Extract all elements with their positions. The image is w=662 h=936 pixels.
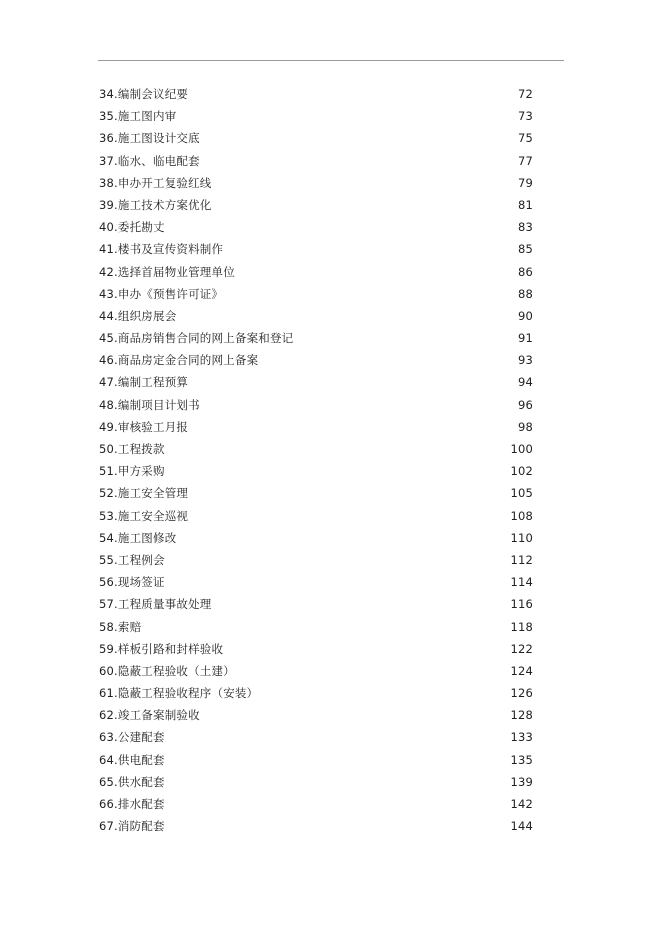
toc-entry[interactable] <box>99 83 533 105</box>
toc-entry-title: 65.供水配套 <box>99 774 165 789</box>
toc-entry-title: 54.施工图修改 <box>99 530 177 545</box>
toc-entry-title: 53.施工安全巡视 <box>99 508 189 523</box>
toc-entry[interactable] <box>99 527 533 549</box>
toc-entry-title: 48.编制项目计划书 <box>99 397 200 412</box>
toc-entry-page-number: 100 <box>510 442 533 456</box>
toc-entry-page-number: 83 <box>517 220 533 235</box>
toc-entry-page-number: 81 <box>517 197 533 212</box>
toc-entry[interactable] <box>99 549 533 571</box>
toc-entry-title: 67.消防配套 <box>99 819 165 834</box>
toc-entry-title: 58.索赔 <box>99 619 142 634</box>
toc-entry[interactable] <box>99 172 533 194</box>
toc-entry-page-number: 135 <box>510 752 533 767</box>
toc-entry-page-number: 96 <box>517 397 533 412</box>
toc-entry[interactable] <box>99 327 533 349</box>
toc-entry-page-number: 144 <box>510 819 533 834</box>
toc-entry-page-number: 88 <box>517 286 533 301</box>
toc-entry-title: 37.临水、临电配套 <box>99 153 200 168</box>
toc-entry[interactable] <box>99 726 533 748</box>
toc-entry-title: 64.供电配套 <box>99 752 165 767</box>
toc-entry[interactable] <box>99 749 533 771</box>
toc-entry[interactable] <box>99 105 533 127</box>
toc-entry-page-number: 139 <box>510 774 533 789</box>
toc-entry[interactable] <box>99 815 533 837</box>
toc-entry-page-number: 114 <box>510 575 533 590</box>
toc-entry-title: 52.施工安全管理 <box>99 486 189 501</box>
toc-entry-title: 46.商品房定金合同的网上备案 <box>99 353 259 368</box>
toc-entry-page-number: 72 <box>517 87 533 101</box>
toc-entry[interactable] <box>99 771 533 793</box>
toc-entry-title: 41.楼书及宣传资料制作 <box>99 242 224 257</box>
toc-entry-page-number: 122 <box>510 641 533 656</box>
toc-entry-title: 51.甲方采购 <box>99 464 165 479</box>
toc-entry[interactable] <box>99 482 533 504</box>
toc-entry-title: 36.施工图设计交底 <box>99 131 200 146</box>
toc-entry[interactable] <box>99 216 533 238</box>
toc-entry[interactable] <box>99 127 533 149</box>
toc-entry-title: 49.审核验工月报 <box>99 419 189 434</box>
toc-entry[interactable] <box>99 593 533 615</box>
toc-entry[interactable] <box>99 371 533 393</box>
toc-entry-page-number: 102 <box>510 464 533 479</box>
table-of-contents <box>99 83 533 837</box>
toc-entry-title: 55.工程例会 <box>99 552 165 567</box>
toc-entry-page-number: 77 <box>517 153 533 168</box>
toc-entry-page-number: 91 <box>517 331 533 346</box>
toc-entry-title: 38.申办开工复验红线 <box>99 175 212 190</box>
toc-entry[interactable] <box>99 438 533 460</box>
toc-entry[interactable] <box>99 616 533 638</box>
toc-entry-page-number: 118 <box>510 619 533 634</box>
toc-entry-title: 34.编制会议纪要 <box>99 87 189 101</box>
toc-entry[interactable] <box>99 194 533 216</box>
toc-entry-page-number: 90 <box>517 308 533 323</box>
toc-entry[interactable] <box>99 793 533 815</box>
toc-entry-page-number: 98 <box>517 419 533 434</box>
toc-entry-title: 61.隐蔽工程验收程序（安装） <box>99 686 259 701</box>
toc-entry-page-number: 142 <box>510 797 533 811</box>
toc-entry[interactable] <box>99 305 533 327</box>
toc-entry[interactable] <box>99 682 533 704</box>
toc-entry-title: 66.排水配套 <box>99 797 165 811</box>
toc-entry-page-number: 79 <box>517 175 533 190</box>
toc-entry-title: 63.公建配套 <box>99 730 165 745</box>
toc-entry[interactable] <box>99 150 533 172</box>
toc-entry-title: 47.编制工程预算 <box>99 375 189 390</box>
toc-entry[interactable] <box>99 660 533 682</box>
toc-entry[interactable] <box>99 349 533 371</box>
toc-entry-page-number: 75 <box>517 131 533 146</box>
toc-entry-title: 57.工程质量事故处理 <box>99 597 212 612</box>
toc-entry[interactable] <box>99 394 533 416</box>
toc-entry-title: 50.工程拨款 <box>99 442 165 456</box>
toc-entry-page-number: 128 <box>510 708 533 723</box>
toc-entry-title: 60.隐蔽工程验收（土建） <box>99 663 235 678</box>
toc-entry-title: 39.施工技术方案优化 <box>99 197 212 212</box>
toc-entry[interactable] <box>99 416 533 438</box>
header-divider <box>98 60 564 61</box>
toc-entry-page-number: 93 <box>517 353 533 368</box>
toc-entry-page-number: 105 <box>510 486 533 501</box>
toc-entry-title: 56.现场签证 <box>99 575 165 590</box>
toc-entry-page-number: 108 <box>510 508 533 523</box>
toc-entry-title: 43.申办《预售许可证》 <box>99 286 224 301</box>
toc-entry[interactable] <box>99 261 533 283</box>
toc-entry[interactable] <box>99 238 533 260</box>
toc-entry-page-number: 86 <box>517 264 533 279</box>
toc-entry-title: 62.竣工备案制验收 <box>99 708 200 723</box>
toc-entry-page-number: 73 <box>517 109 533 124</box>
toc-entry-page-number: 133 <box>510 730 533 745</box>
toc-entry-page-number: 116 <box>510 597 533 612</box>
toc-entry-page-number: 124 <box>510 663 533 678</box>
toc-entry[interactable] <box>99 638 533 660</box>
toc-entry-page-number: 110 <box>510 530 533 545</box>
toc-entry-page-number: 94 <box>517 375 533 390</box>
toc-entry-title: 45.商品房销售合同的网上备案和登记 <box>99 331 294 346</box>
toc-entry-title: 35.施工图内审 <box>99 109 177 124</box>
toc-entry[interactable] <box>99 704 533 726</box>
toc-entry-page-number: 85 <box>517 242 533 257</box>
toc-entry-title: 44.组织房展会 <box>99 308 177 323</box>
toc-entry-title: 40.委托勘丈 <box>99 220 165 235</box>
toc-entry[interactable] <box>99 460 533 482</box>
toc-entry[interactable] <box>99 571 533 593</box>
toc-entry-page-number: 126 <box>510 686 533 701</box>
toc-entry-title: 59.样板引路和封样验收 <box>99 641 224 656</box>
toc-entry-title: 42.选择首届物业管理单位 <box>99 264 235 279</box>
toc-entry[interactable] <box>99 283 533 305</box>
toc-entry-page-number: 112 <box>510 552 533 567</box>
toc-entry[interactable] <box>99 505 533 527</box>
